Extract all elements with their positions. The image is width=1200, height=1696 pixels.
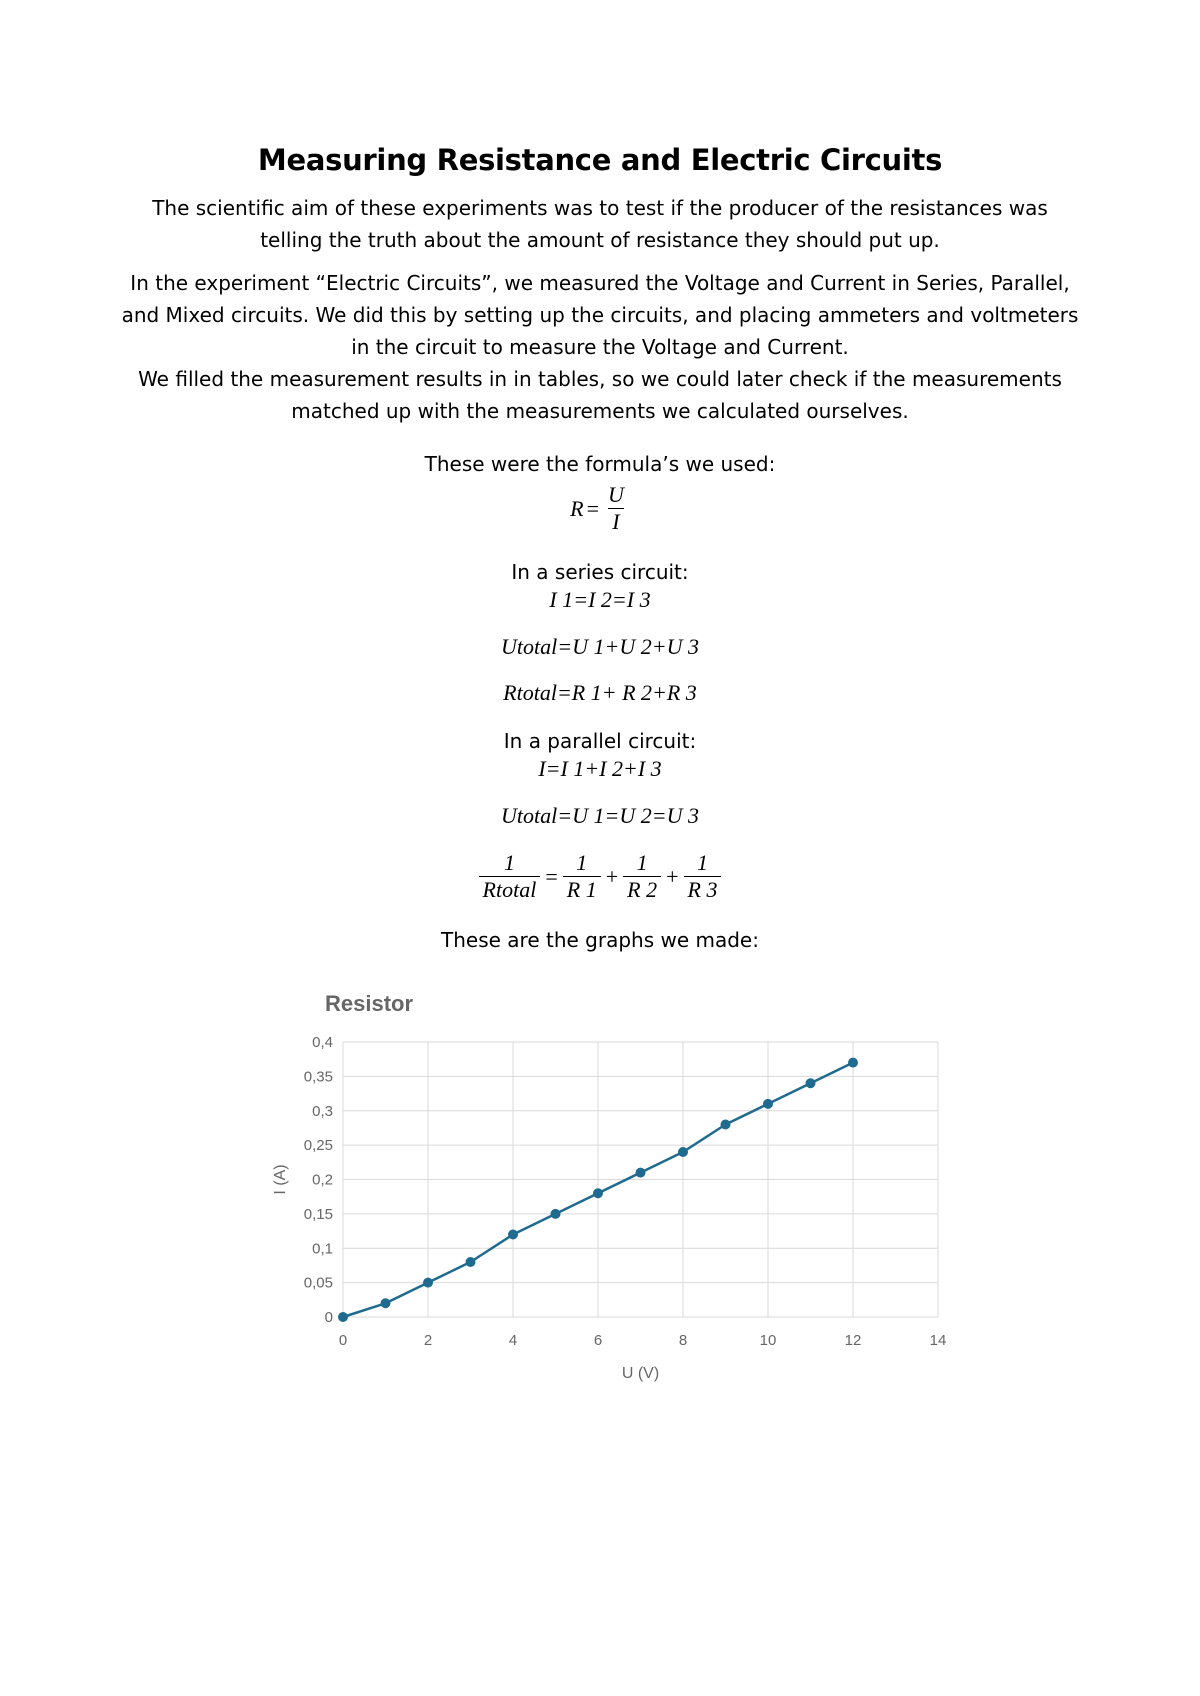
chart-title: Resistor: [325, 991, 414, 1016]
x-tick-label: 2: [423, 1332, 433, 1349]
frac-rtotal-num: 1: [503, 850, 515, 875]
y-tick-label: 0,1: [312, 1240, 333, 1258]
data-point: [423, 1278, 433, 1288]
series-voltage-formula: Utotal=U 1+U 2+U 3: [501, 634, 699, 659]
data-point: [551, 1209, 561, 1219]
frac-r3-den: R 3: [684, 876, 722, 903]
data-point: [763, 1099, 773, 1109]
frac-r2-den: R 2: [623, 876, 661, 903]
parallel-plus-1: +: [605, 863, 619, 889]
frac-rtotal-den: Rtotal: [479, 876, 541, 903]
resistor-chart-svg: [240, 975, 960, 1395]
ohm-lhs: R: [570, 495, 584, 521]
frac-r1-num: 1: [576, 850, 588, 875]
parallel-current-formula: I=I 1+I 2+I 3: [538, 756, 662, 781]
x-tick-label: 14: [929, 1332, 947, 1349]
data-point: [636, 1168, 646, 1178]
y-tick-label: 0,25: [303, 1137, 333, 1155]
y-tick-label: 0,4: [312, 1034, 333, 1051]
data-point: [381, 1298, 391, 1308]
data-point: [508, 1230, 518, 1240]
x-tick-label: 8: [678, 1332, 688, 1349]
formulas-intro: These were the formula’s we used:: [424, 452, 776, 476]
parallel-equals: =: [545, 863, 558, 889]
ohm-fraction: [604, 482, 628, 535]
frac-r2: [623, 850, 661, 903]
data-point: [593, 1188, 603, 1198]
frac-r3-num: 1: [696, 850, 708, 875]
data-point: [678, 1147, 688, 1157]
series-heading: In a series circuit:: [511, 560, 689, 584]
aim-paragraph: The scientific aim of these experiments was to test if the producer of the resistances was telling the truth about the amount of resistance they should put up.: [152, 196, 1048, 252]
x-tick-label: 10: [759, 1332, 777, 1349]
data-point: [806, 1078, 816, 1088]
frac-r1: [563, 850, 601, 903]
frac-r2-num: 1: [636, 850, 648, 875]
data-point: [848, 1058, 858, 1068]
x-tick-label: 6: [593, 1332, 603, 1349]
y-tick-label: 0,3: [312, 1102, 333, 1120]
tables-paragraph: We filled the measurement results in in tables, so we could later check if the measurements matched up with the measurements we calculated ourselves.: [138, 367, 1062, 423]
frac-r1-den: R 1: [563, 876, 601, 903]
series-current-formula: I 1=I 2=I 3: [549, 587, 651, 612]
parallel-heading: In a parallel circuit:: [503, 729, 697, 753]
frac-rtotal: [479, 850, 541, 903]
y-tick-label: 0,15: [303, 1205, 333, 1223]
parallel-resistance-formula: [0, 850, 1200, 903]
data-point: [466, 1257, 476, 1267]
y-axis-label: I (A): [272, 1164, 289, 1195]
y-tick-label: 0: [324, 1309, 333, 1326]
resistor-chart: [240, 975, 960, 1395]
ohm-law-formula: [0, 482, 1200, 535]
y-tick-label: 0,2: [312, 1171, 333, 1189]
ohm-equals: =: [586, 495, 599, 521]
parallel-plus-2: +: [666, 863, 679, 889]
x-axis-label: U (V): [621, 1365, 660, 1382]
y-tick-label: 0,35: [303, 1068, 333, 1086]
data-point: [721, 1120, 731, 1130]
graphs-intro: These are the graphs we made:: [441, 928, 759, 952]
x-tick-label: 0: [338, 1332, 348, 1349]
experiment-paragraph: In the experiment “Electric Circuits”, we measured the Voltage and Current in Series, Parallel, and Mixed circuits. We did this by setting up the circuits, and placing ammeters and voltmeters in the circuit to measure the Voltage and Current.: [121, 271, 1079, 359]
parallel-voltage-formula: Utotal=U 1=U 2=U 3: [501, 803, 699, 828]
ohm-denominator: I: [608, 508, 623, 535]
document-title: Measuring Resistance and Electric Circuits: [257, 143, 943, 177]
frac-r3: [684, 850, 722, 903]
series-resistance-formula: Rtotal=R 1+ R 2+R 3: [503, 680, 697, 705]
x-tick-label: 4: [508, 1332, 518, 1349]
ohm-numerator: U: [607, 482, 624, 507]
data-point: [338, 1312, 348, 1322]
y-tick-label: 0,05: [303, 1274, 333, 1292]
x-tick-label: 12: [844, 1332, 862, 1349]
